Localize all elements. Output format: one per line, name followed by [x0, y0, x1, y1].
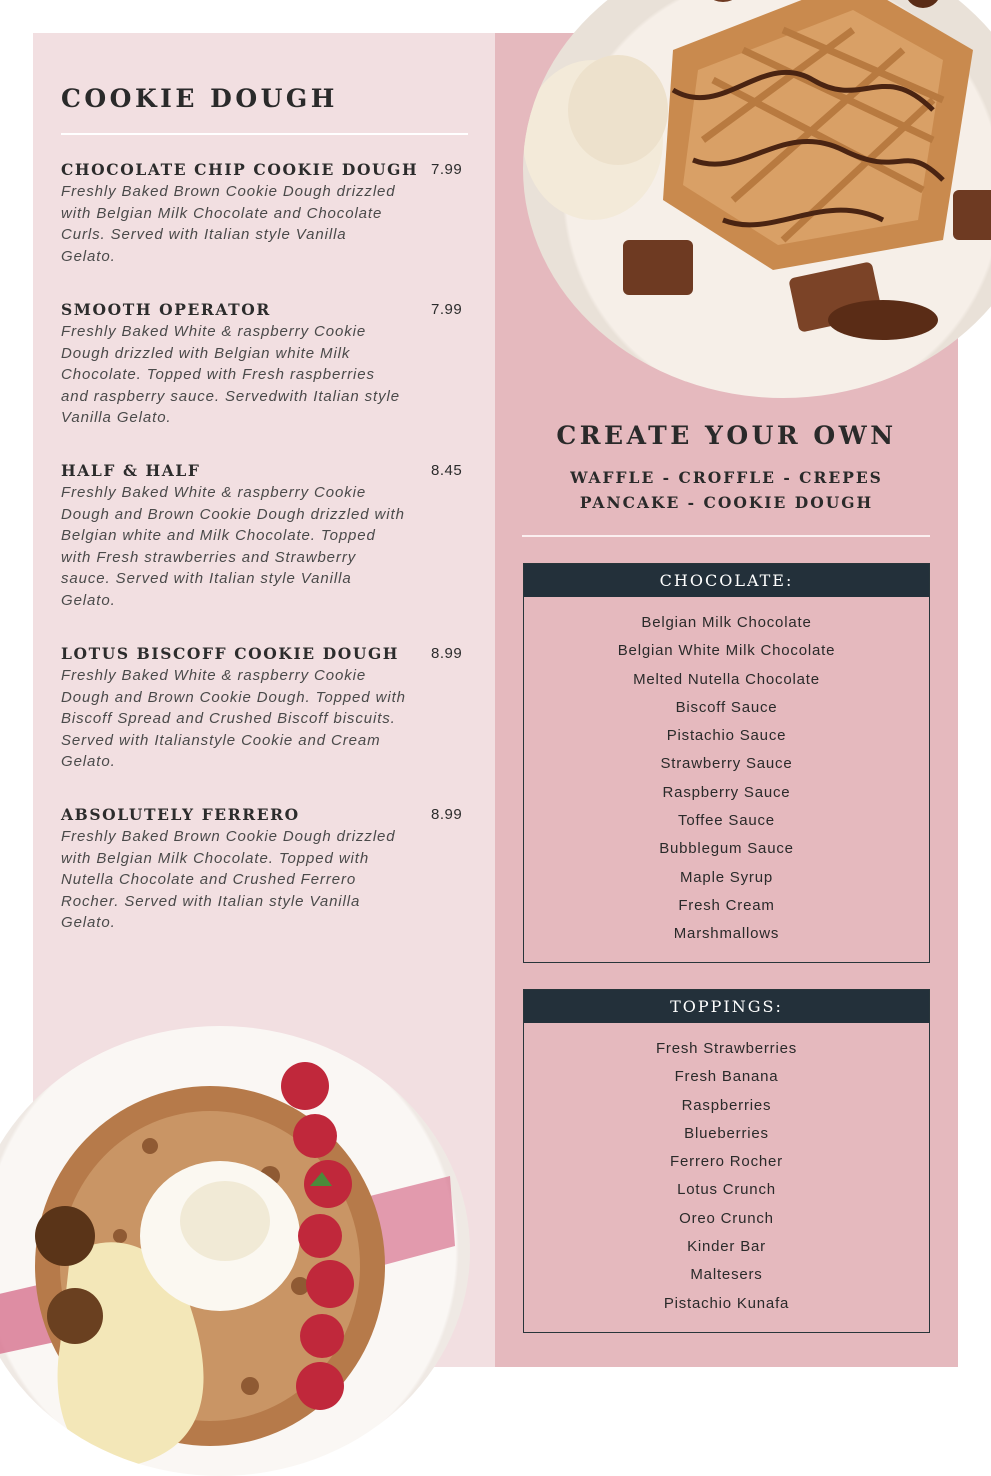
item-name: CHOCOLATE CHIP COOKIE DOUGH — [61, 160, 419, 179]
list-item: Toffee Sauce — [678, 812, 775, 830]
list-item: Fresh Banana — [674, 1068, 779, 1086]
item-description: Freshly Baked Brown Cookie Dough drizzled with Belgian Milk Chocolate. Topped with Nutella Chocolate and Crushed Ferrero Rocher. Served with Italian style Vanilla Gelato. — [61, 828, 396, 931]
create-divider — [522, 535, 930, 537]
item-description: Freshly Baked White & raspberry Cookie Dough and Brown Cookie Dough. Topped with Biscoff Spread and Crushed Biscoff biscuits. Served with Italianstyle Cookie and Cream Gelato. — [61, 667, 406, 770]
menu-item — [61, 299, 471, 429]
list-item: Raspberry Sauce — [662, 783, 791, 801]
cookie-dough-photo — [0, 1026, 470, 1476]
item-price: 8.99 — [431, 806, 463, 823]
list-item: Pistachio Sauce — [666, 727, 787, 745]
list-item: Lotus Crunch — [677, 1181, 776, 1199]
item-price: 8.45 — [431, 462, 463, 479]
create-your-own-title: CREATE YOUR OWN — [556, 421, 897, 450]
title-divider — [61, 133, 468, 135]
item-name: SMOOTH OPERATOR — [61, 300, 271, 319]
list-item: Marshmallows — [673, 925, 780, 943]
list-item: Fresh Cream — [678, 896, 775, 914]
chocolate-box — [523, 563, 930, 963]
base-options-line-1: WAFFLE - CROFFLE - CREPES — [570, 468, 883, 487]
item-price: 7.99 — [431, 301, 463, 318]
toppings-box — [523, 989, 930, 1333]
menu-item — [61, 804, 471, 934]
list-item: Maple Syrup — [679, 868, 773, 886]
item-price: 8.99 — [431, 645, 463, 662]
list-item: Belgian Milk Chocolate — [641, 614, 812, 631]
base-options-line-2: PANCAKE - COOKIE DOUGH — [579, 493, 874, 512]
item-name: ABSOLUTELY FERRERO — [61, 805, 300, 824]
menu-item — [61, 460, 471, 611]
item-description: Freshly Baked White & raspberry Cookie Dough and Brown Cookie Dough drizzled with Belgian white and Milk Chocolate. Topped with Fresh strawberries and Strawberry sauce. Served with Italian style Vanilla Gelato. — [61, 484, 405, 609]
toppings-header: TOPPINGS: — [524, 990, 929, 1023]
list-item: Raspberries — [681, 1096, 772, 1114]
list-item: Blueberries — [684, 1124, 769, 1142]
list-item: Bubblegum Sauce — [659, 840, 794, 858]
menu-item — [61, 643, 471, 773]
list-item: Strawberry Sauce — [660, 755, 793, 773]
menu-item — [61, 159, 471, 267]
list-item: Oreo Crunch — [679, 1209, 774, 1227]
item-description: Freshly Baked Brown Cookie Dough drizzled with Belgian Milk Chocolate and Chocolate Curls. Served with Italian style Vanilla Gelato. — [61, 183, 396, 265]
chocolate-header: CHOCOLATE: — [524, 564, 929, 597]
list-item: Ferrero Rocher — [670, 1153, 783, 1171]
list-item: Melted Nutella Chocolate — [633, 670, 820, 688]
list-item: Fresh Strawberries — [655, 1040, 798, 1057]
item-description: Freshly Baked White & raspberry Cookie Dough drizzled with Belgian white Milk Chocolate. Topped with Fresh raspberries and raspberry sauce. Servedwith Italian style Vanilla Gelato. — [61, 323, 400, 426]
chocolate-list — [524, 597, 929, 949]
item-name: LOTUS BISCOFF COOKIE DOUGH — [61, 644, 400, 663]
item-price: 7.99 — [431, 161, 463, 178]
cookie-dough-title: COOKIE DOUGH — [61, 84, 338, 113]
toppings-list — [524, 1023, 929, 1318]
list-item: Biscoff Sauce — [675, 698, 778, 716]
item-name: HALF & HALF — [61, 461, 201, 480]
list-item: Kinder Bar — [687, 1238, 766, 1256]
list-item: Belgian White Milk Chocolate — [617, 642, 836, 660]
list-item: Maltesers — [690, 1266, 763, 1284]
list-item: Pistachio Kunafa — [663, 1294, 790, 1312]
